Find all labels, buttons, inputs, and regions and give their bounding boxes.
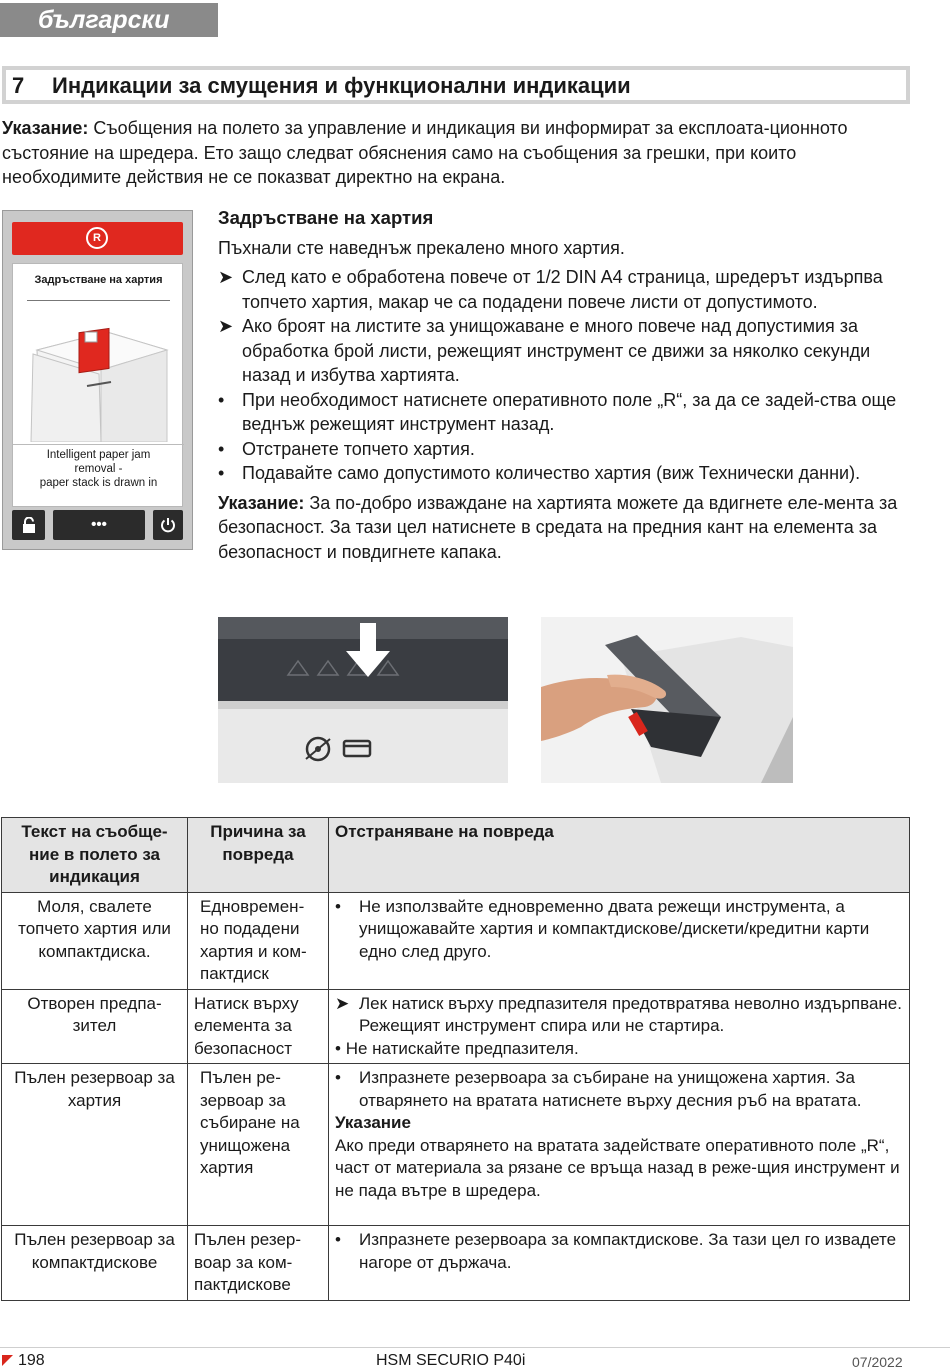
footer-line: paper stack is drawn in [39, 477, 158, 489]
remedy-cell [329, 892, 910, 989]
list-marker: • [335, 1230, 341, 1249]
caption-divider [27, 300, 170, 301]
table-row [2, 1064, 910, 1226]
lifting-cover-photo [541, 617, 793, 783]
table-row [2, 989, 910, 1064]
list-marker: ➤ [218, 267, 234, 287]
remedy-note-text: Ако преди отварянето на вратата задействате оперативното поле „R“, част от материала за рязане се връща назад в реже-щия инструмент и не пада вътре в шредера. [335, 1135, 900, 1200]
list-item [335, 1229, 903, 1274]
footer-divider [13, 444, 184, 445]
language-tab: български [0, 3, 218, 37]
footer-line: Intelligent paper jam [46, 449, 151, 461]
intro-paragraph [2, 116, 907, 190]
column-header: Текст на съобще-ние в полето за индикация [2, 818, 188, 893]
paper-jam-heading: Задръстване на хартия [218, 207, 434, 228]
reverse-bar [12, 222, 183, 255]
paper-jam-lead: Пъхнали сте наведнъж прекалено много хартия. [218, 237, 625, 258]
section-heading [2, 66, 910, 104]
menu-button: ••• [53, 510, 145, 540]
page-number: 198 [18, 1352, 45, 1369]
table-header-row [2, 818, 910, 893]
column-header: Причина за повреда [188, 818, 329, 893]
list-text: При необходимост натиснете оперативното поле „R“, за да се задей-ства още веднъж режещият инструмент назад. [242, 389, 897, 434]
list-marker: • [218, 389, 225, 410]
message-cell: Пълен резервоар за компактдискове [2, 1226, 188, 1301]
section-number: 7 [12, 73, 25, 98]
reverse-r-icon: R [86, 227, 108, 249]
list-text: Не натискайте предпазителя. [345, 1038, 579, 1058]
list-text: Не използвайте едновременно двата режещи инструмента, а унищожавайте хартия и компактдискове/дискети/кредитни карти едно след друго. [359, 896, 870, 961]
remedy-cell [329, 989, 910, 1064]
list-marker: • [335, 1038, 341, 1058]
intro-text: Съобщения на полето за управление и индикация ви информират за експлоата-ционното състояние на шредера. Ето защо следват обяснения само на съобщения за грешки, при които необходимите действия не се показват директно на екрана. [2, 118, 848, 187]
power-icon [160, 517, 176, 533]
list-item [335, 1038, 903, 1061]
remedy-cell [329, 1064, 910, 1226]
message-cell: Моля, свалете топчето хартия или компактдиска. [2, 892, 188, 989]
note-label: Указание: [218, 492, 305, 513]
table-row [2, 892, 910, 989]
footer-line: removal - [74, 463, 123, 475]
message-cell: Отворен предпа-зител [2, 989, 188, 1064]
model-name: HSM SECURIO P40i [376, 1352, 526, 1369]
list-item [218, 388, 913, 437]
list-item [335, 993, 903, 1038]
column-header: Отстраняване на повреда [329, 818, 910, 893]
list-text: Ако броят на листите за унищожаване е много повече над допустимия за обработка брой листи, режещият инструмент се движи за няколко секунди назад и избутва хартията. [242, 316, 871, 385]
safety-element-photo [218, 617, 508, 783]
table-row [2, 1226, 910, 1301]
list-marker: • [218, 463, 225, 483]
message-caption: Задръстване на хартия [34, 274, 163, 286]
list-marker: ➤ [335, 993, 350, 1013]
cause-cell: Пълен резер-воар за ком-пактдискове [188, 1226, 329, 1301]
cause-cell: Натиск върху елемента за безопасност [188, 989, 329, 1064]
list-text: Отстранете топчето хартия. [242, 438, 475, 459]
remedy-cell [329, 1226, 910, 1301]
message-footer [13, 448, 184, 490]
lock-icon [22, 517, 36, 533]
paper-jam-section [218, 206, 913, 564]
list-item [335, 1067, 903, 1112]
power-button [153, 510, 183, 540]
cause-cell: Пълен ре-зервоар за събиране на унищожена хартия [188, 1064, 329, 1226]
footer-divider [0, 1347, 950, 1348]
list-marker: • [335, 896, 341, 916]
list-item [218, 314, 913, 388]
list-item [218, 265, 913, 314]
list-marker: • [335, 1068, 341, 1087]
list-marker: • [218, 438, 225, 459]
paper-jam-note [218, 491, 913, 565]
list-item [218, 437, 913, 462]
list-text: Изпразнете резервоара за събиране на унищожена хартия. За отварянето на вратата натиснете върху десния ръб на вратата. [359, 1068, 862, 1110]
lock-button [12, 510, 45, 540]
list-item [335, 896, 903, 964]
shredder-illustration [27, 310, 173, 442]
section-title: Индикации за смущения и функционални индикации [52, 73, 631, 98]
cause-cell: Едновремен-но подадени хартия и ком-пактдиск [188, 892, 329, 989]
remedy-note-label: Указание [335, 1113, 411, 1132]
page-marker-icon [2, 1355, 13, 1366]
control-panel-screen [2, 210, 193, 550]
list-marker: ➤ [218, 316, 234, 336]
document-date: 07/2022 [852, 1354, 903, 1370]
list-text: Лек натиск върху предпазителя предотвратява неволно издърпване. Режещият инструмент спира или не стартира. [359, 993, 902, 1035]
device-button-row [12, 510, 183, 540]
note-text: За по-добро изваждане на хартията можете да вдигнете еле-мента за безопасност. За тази цел натиснете в средата на предния кант на елемента за безопасност и повдигнете капака. [218, 492, 898, 562]
list-text: След като е обработена повече от 1/2 DIN A4 страница, шредерът издърпва топчето хартия, макар че са подадени повече листи от допустимото. [242, 267, 883, 312]
intro-label: Указание: [2, 118, 89, 138]
message-card [12, 263, 183, 507]
list-text: Подавайте само допустимото количество хартия (виж Технически данни). [242, 463, 861, 483]
message-cell: Пълен резервоар за хартия [2, 1064, 188, 1226]
list-text: Изпразнете резервоара за компактдискове. За тази цел го извадете нагоре от държача. [359, 1230, 897, 1272]
list-item [218, 461, 913, 486]
error-table [1, 817, 910, 1301]
